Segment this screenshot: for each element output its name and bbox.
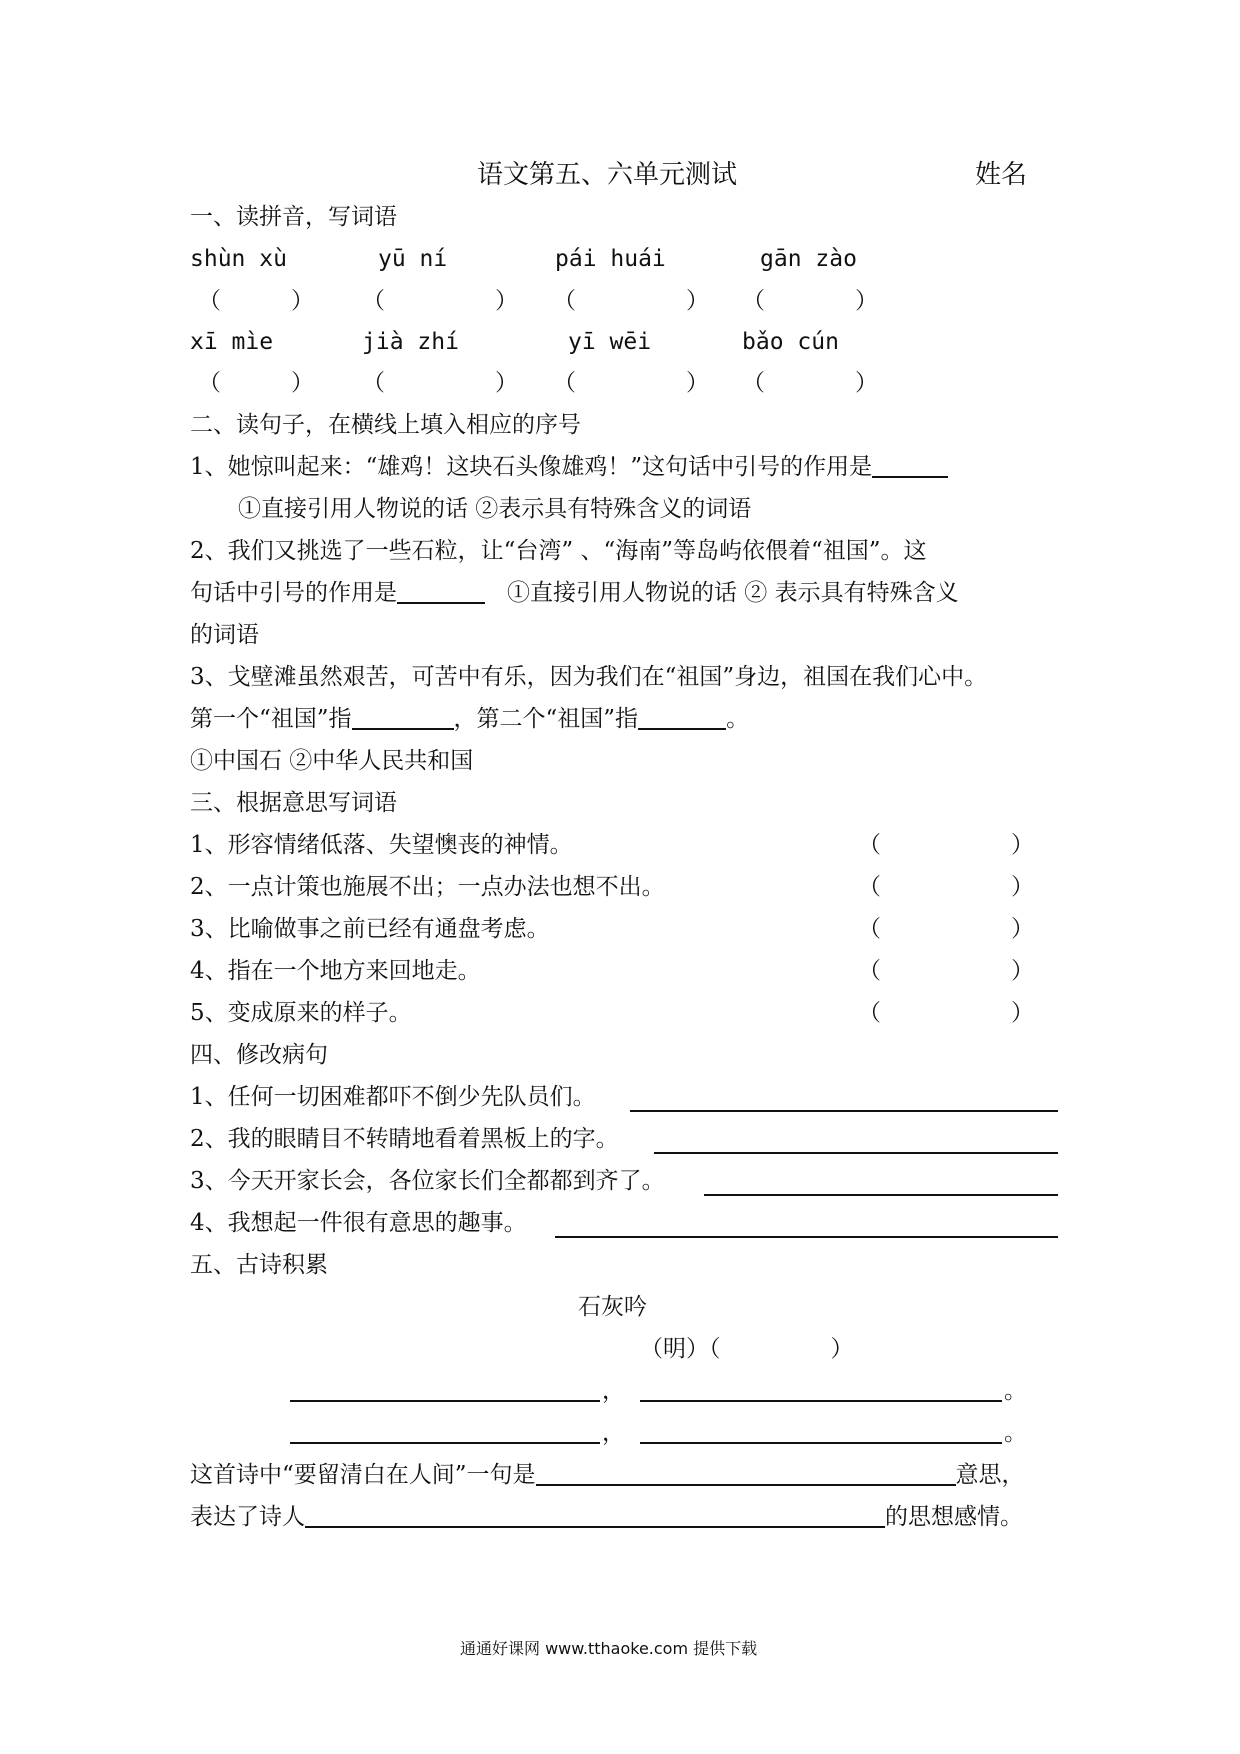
answer-box[interactable]: （ ） (858, 958, 1034, 984)
definition-item: 2、一点计策也施展不出；一点办法也想不出。 (190, 874, 665, 900)
section4-heading: 四、修改病句 (190, 1042, 328, 1068)
poem-period: 。 (1004, 1420, 1027, 1446)
answer-blank[interactable] (397, 578, 485, 604)
question-text: ，第二个“祖国”指 (453, 706, 639, 732)
pinyin-jiazhi: jià zhí (362, 329, 459, 355)
poem-author-line: （明）（ ） (640, 1336, 854, 1362)
question-2-1 (190, 452, 948, 482)
poem-line-blank[interactable] (640, 1400, 1002, 1402)
answer-box[interactable]: （ ） (858, 916, 1034, 942)
pinyin-ximie: xī mìe (190, 329, 274, 355)
pinyin-baocun: bǎo cún (742, 329, 839, 355)
answer-blank[interactable] (352, 704, 454, 730)
section2-heading: 二、读句子，在横线上填入相应的序号 (190, 412, 581, 438)
answer-line[interactable] (630, 1110, 1058, 1112)
poem-question-1 (190, 1460, 1025, 1490)
answer-blank[interactable] (638, 704, 726, 730)
definition-item: 3、比喻做事之前已经有通盘考虑。 (190, 916, 550, 942)
pinyin-paihuai: pái huái (555, 246, 666, 272)
section5-heading: 五、古诗积累 (190, 1252, 328, 1278)
sentence-item: 2、我的眼睛目不转睛地看着黑板上的字。 (190, 1126, 619, 1152)
name-label: 姓名 (975, 160, 1028, 190)
poem-line-blank[interactable] (640, 1442, 1002, 1444)
question-text: 的思想感情。 (885, 1504, 1023, 1530)
pinyin-ganzao: gān zào (760, 246, 857, 272)
poem-line-blank[interactable] (290, 1400, 600, 1402)
question-text: 第一个“祖国”指 (190, 706, 352, 732)
page-title: 语文第五、六单元测试 (477, 160, 738, 190)
question-2-2-line3: 的词语 (190, 622, 259, 648)
answer-blank[interactable] (872, 452, 948, 478)
poem-line-blank[interactable] (290, 1442, 600, 1444)
sentence-item: 1、任何一切困难都吓不倒少先队员们。 (190, 1084, 596, 1110)
poem-title: 石灰吟 (578, 1294, 647, 1320)
answer-box[interactable]: （ ） (362, 370, 518, 396)
answer-box[interactable]: （ ） (198, 288, 314, 314)
definition-item: 1、形容情绪低落、失望懊丧的神情。 (190, 832, 573, 858)
answer-box[interactable]: （ ） (742, 370, 878, 396)
poem-comma: ， (602, 1420, 625, 1446)
answer-box[interactable]: （ ） (742, 288, 878, 314)
poem-question-2 (190, 1502, 1023, 1532)
author-blank[interactable] (721, 1334, 831, 1360)
answer-blank[interactable] (305, 1502, 885, 1528)
section3-heading: 三、根据意思写词语 (190, 790, 397, 816)
question-text: 这首诗中“要留清白在人间”一句是 (190, 1462, 536, 1488)
question-2-3-options: ①中国石 ②中华人民共和国 (190, 748, 474, 774)
answer-box[interactable]: （ ） (858, 874, 1034, 900)
answer-box[interactable]: （ ） (362, 288, 518, 314)
answer-line[interactable] (704, 1194, 1058, 1196)
answer-box[interactable]: （ ） (198, 370, 314, 396)
section1-heading: 一、读拼音，写词语 (190, 204, 397, 230)
question-2-2-line1: 2、我们又挑选了一些石粒，让“台湾” 、“海南”等岛屿依偎着“祖国”。这 (190, 538, 927, 564)
pinyin-shunxu: shùn xù (190, 246, 287, 272)
poem-comma: ， (602, 1378, 625, 1404)
pinyin-yuni: yū ní (378, 246, 448, 272)
question-2-1-options: ①直接引用人物说的话 ②表示具有特殊含义的词语 (238, 496, 752, 522)
answer-box[interactable]: （ ） (858, 832, 1034, 858)
definition-item: 5、变成原来的样子。 (190, 1000, 412, 1026)
answer-blank[interactable] (536, 1460, 956, 1486)
answer-box[interactable]: （ ） (553, 288, 709, 314)
question-options: ①直接引用人物说的话 ② 表示具有特殊含义 (507, 580, 959, 606)
answer-line[interactable] (555, 1236, 1058, 1238)
sentence-item: 4、我想起一件很有意思的趣事。 (190, 1210, 527, 1236)
question-text: 。 (726, 706, 750, 732)
poem-period: 。 (1004, 1378, 1027, 1404)
question-text: 意思， (955, 1462, 1025, 1488)
question-2-2-line2 (190, 578, 959, 608)
footer-text: 通通好课网 www.tthaoke.com 提供下载 (460, 1639, 758, 1658)
question-text: 1、她惊叫起来：“雄鸡！这块石头像雄鸡！”这句话中引号的作用是 (190, 454, 873, 480)
question-text: 句话中引号的作用是 (190, 580, 397, 606)
question-text: 表达了诗人 (190, 1504, 305, 1530)
definition-item: 4、指在一个地方来回地走。 (190, 958, 481, 984)
pinyin-yiwei: yī wēi (568, 329, 652, 355)
question-2-3-line2 (190, 704, 749, 734)
sentence-item: 3、今天开家长会，各位家长们全都都到齐了。 (190, 1168, 665, 1194)
answer-box[interactable]: （ ） (858, 1000, 1034, 1026)
question-2-3-line1: 3、戈壁滩虽然艰苦，可苦中有乐，因为我们在“祖国”身边，祖国在我们心中。 (190, 664, 988, 690)
answer-box[interactable]: （ ） (553, 370, 709, 396)
answer-line[interactable] (654, 1152, 1058, 1154)
